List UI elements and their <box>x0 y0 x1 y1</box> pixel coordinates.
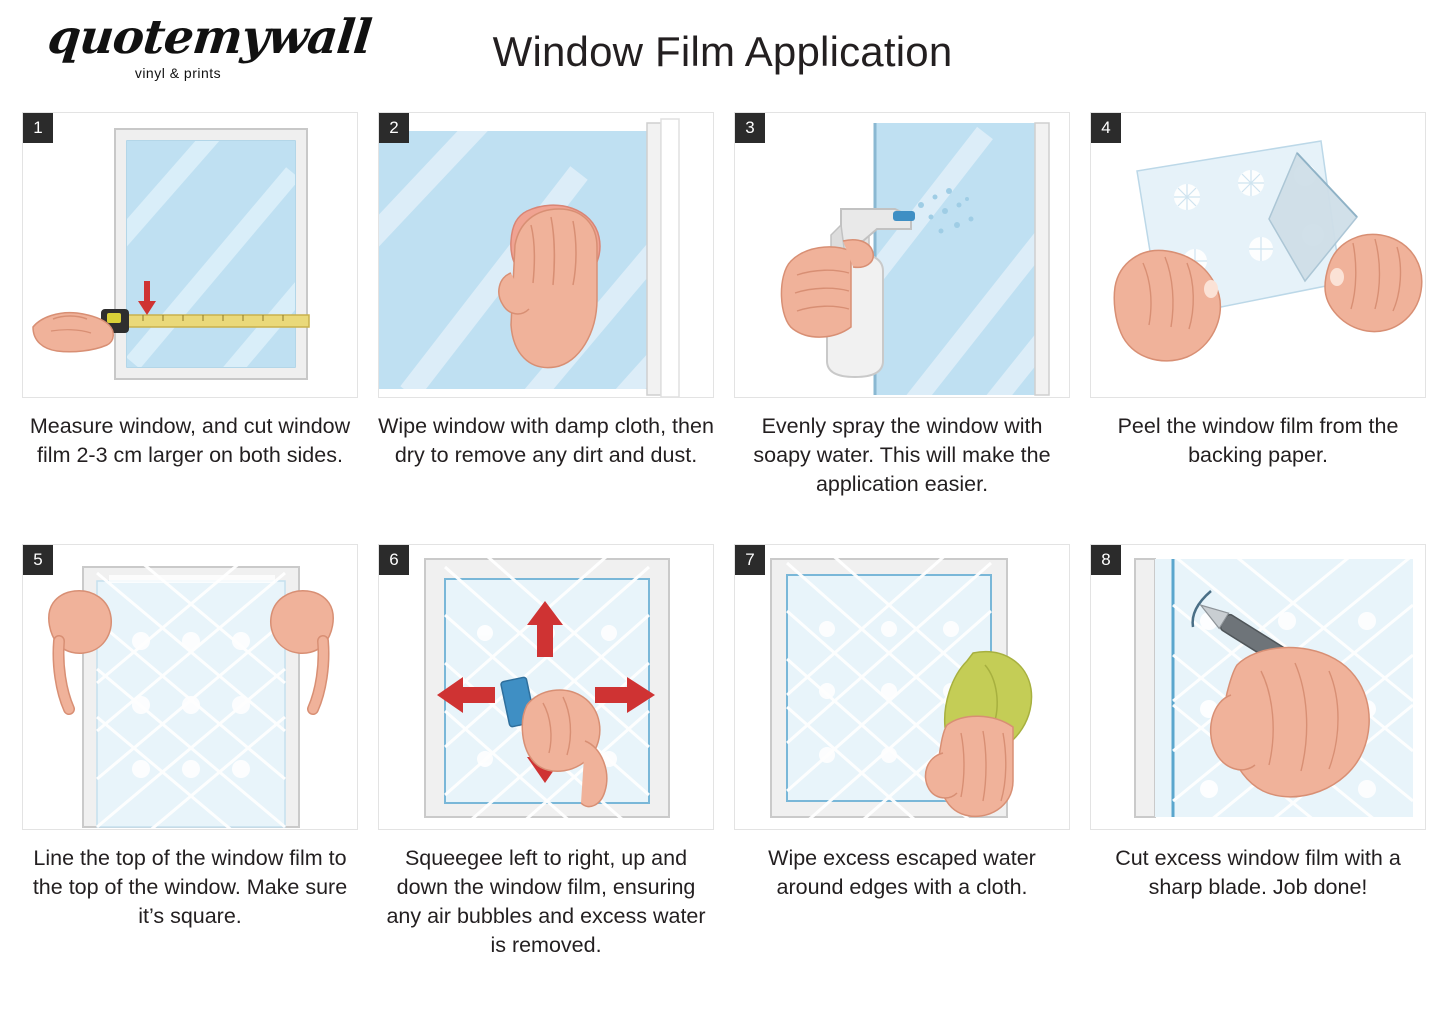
steps-grid <box>22 112 1422 961</box>
step-5 <box>22 544 374 961</box>
brand-logo-word: quotemywall <box>45 10 374 65</box>
page-title: Window Film Application <box>492 28 953 75</box>
step-8-number-badge: 8 <box>1091 545 1121 575</box>
step-4 <box>1090 112 1442 500</box>
step-1 <box>22 112 374 500</box>
step-2-illustration-panel <box>378 112 714 398</box>
step-8-illustration-panel <box>1090 544 1426 830</box>
step-3 <box>734 112 1086 500</box>
blade-trimming-film-icon <box>1091 545 1425 829</box>
step-2-caption: Wipe window with damp cloth, then dry to remove any dirt and dust. <box>378 414 714 468</box>
step-6-illustration-panel <box>378 544 714 830</box>
step-6-number-badge: 6 <box>379 545 409 575</box>
step-5-illustration-panel <box>22 544 358 830</box>
hands-peeling-film-icon <box>1091 113 1425 397</box>
step-1-illustration-panel <box>22 112 358 398</box>
page-header <box>0 0 1445 112</box>
step-2 <box>378 112 730 500</box>
hand-cloth-edges-icon <box>735 545 1069 829</box>
step-7-number-badge: 7 <box>735 545 765 575</box>
step-1-caption: Measure window, and cut window film 2-3 cm larger on both sides. <box>29 414 351 468</box>
step-2-number-badge: 2 <box>379 113 409 143</box>
measure-tape-window-icon <box>23 113 357 397</box>
step-4-illustration-panel <box>1090 112 1426 398</box>
step-5-number-badge: 5 <box>23 545 53 575</box>
brand-logo-tagline: vinyl & prints <box>134 65 222 81</box>
step-7-caption: Wipe excess escaped water around edges with a cloth. <box>768 845 1036 899</box>
step-8-caption: Cut excess window film with a sharp blade. Job done! <box>1115 845 1401 899</box>
step-7-illustration-panel <box>734 544 1070 830</box>
step-6 <box>378 544 730 961</box>
step-6-caption: Squeegee left to right, up and down the window film, ensuring any air bubbles and excess water is removed. <box>386 845 706 958</box>
step-4-caption: Peel the window film from the backing paper. <box>1117 414 1399 468</box>
step-8 <box>1090 544 1442 961</box>
spray-bottle-window-icon <box>735 113 1069 397</box>
step-4-number-badge: 4 <box>1091 113 1121 143</box>
squeegee-arrows-icon <box>379 545 713 829</box>
step-1-number-badge: 1 <box>23 113 53 143</box>
step-3-number-badge: 3 <box>735 113 765 143</box>
step-5-caption: Line the top of the window film to the top of the window. Make sure it’s square. <box>32 845 348 929</box>
hands-aligning-film-icon <box>23 545 357 829</box>
step-7 <box>734 544 1086 961</box>
hand-wiping-window-icon <box>379 113 713 397</box>
step-3-caption: Evenly spray the window with soapy water. This will make the application easier. <box>753 414 1051 497</box>
step-3-illustration-panel <box>734 112 1070 398</box>
